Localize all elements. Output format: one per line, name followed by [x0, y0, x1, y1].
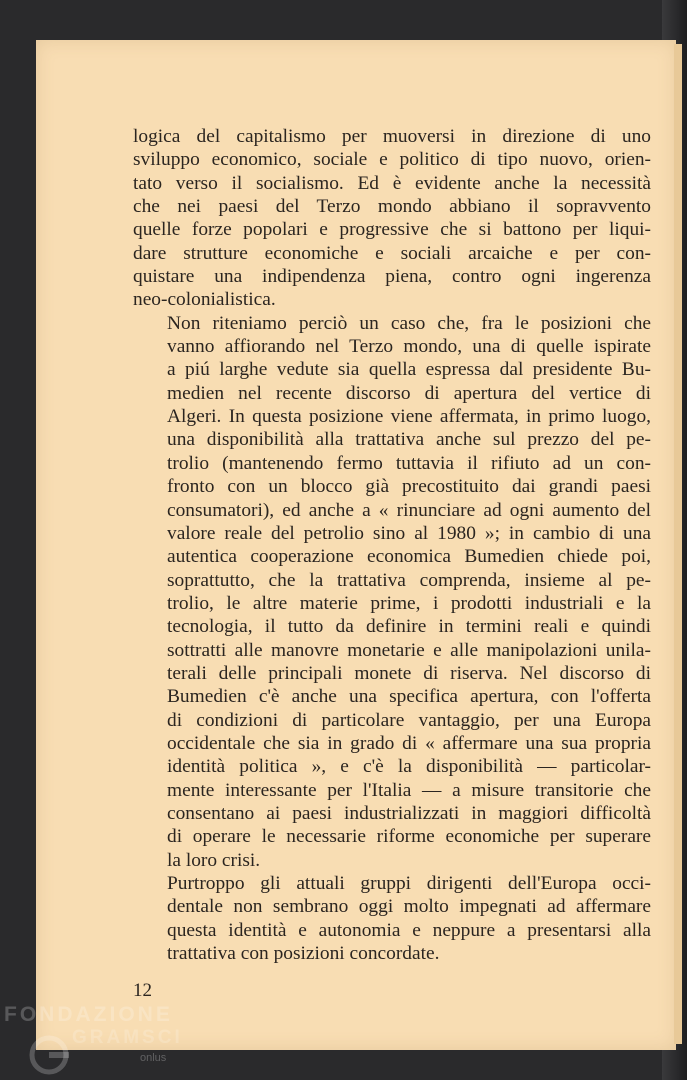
text-line: dare strutture economiche e sociali arcaiche e per con-: [133, 242, 651, 264]
text-line: consumatori), ed anche a « rinunciare ad ogni aumento del: [167, 499, 651, 521]
text-line: medien nel recente discorso di apertura del vertice di: [167, 382, 651, 404]
body-text: [133, 125, 651, 965]
watermark-onlus: onlus: [140, 1052, 167, 1064]
text-line: Algeri. In questa posizione viene affermata, in primo luogo,: [167, 406, 651, 428]
text-line: Purtroppo gli attuali gruppi dirigenti dell'Europa occi-: [167, 873, 651, 894]
fondazione-logo-icon: [26, 1032, 72, 1078]
text-line: terali delle principali monete di riserva. Nel discorso di: [167, 662, 651, 684]
text-line: quelle forze popolari e progressive che si battono per liqui-: [133, 219, 651, 241]
text-line: tato verso il socialismo. Ed è evidente anche la necessità: [133, 172, 651, 194]
text-line: che nei paesi del Terzo mondo abbiano il sopravvento: [133, 196, 651, 218]
text-line: quistare una indipendenza piena, contro ogni ingerenza: [133, 266, 651, 288]
text-line: logica del capitalismo per muoversi in direzione di uno: [133, 126, 651, 147]
text-line: neo-colonialistica.: [133, 289, 276, 311]
text-line: sviluppo economico, sociale e politico di tipo nuovo, orien-: [133, 149, 651, 171]
text-line: mente interessante per l'Italia — a misure transitorie che: [167, 779, 651, 801]
text-line: la loro crisi.: [167, 849, 261, 871]
text-line: fronto con un blocco già precostituito dai grandi paesi: [167, 476, 651, 498]
paragraph: [133, 872, 651, 965]
text-line: occidentale che sia in grado di « affermare una sua propria: [167, 732, 651, 754]
text-line: di condizioni di particolare vantaggio, per una Europa: [167, 709, 651, 731]
text-line: valore reale del petrolio sino al 1980 »; in cambio di una: [167, 522, 651, 544]
text-line: trattativa con posizioni concordate.: [167, 943, 440, 965]
text-line: autentica cooperazione economica Bumedien chiede poi,: [167, 546, 651, 568]
text-line: trolio (mantenendo fermo tuttavia il rifiuto ad un con-: [167, 452, 651, 474]
paragraph: [133, 125, 651, 312]
text-line: dentale non sembrano oggi molto impegnati ad affermare: [167, 896, 651, 918]
page-number: 12: [133, 980, 152, 1001]
text-line: di operare le necessarie riforme economiche per superare: [167, 826, 651, 848]
text-line: consentano ai paesi industrializzati in maggiori difficoltà: [167, 802, 651, 824]
watermark-gramsci: GRAMSCI: [72, 1027, 183, 1048]
text-line: vanno affiorando nel Terzo mondo, una di quelle ispirate: [167, 336, 651, 358]
text-line: una disponibilità alla trattativa anche sul prezzo del pe-: [167, 429, 651, 451]
page-edge-strip: [674, 44, 682, 1044]
watermark-fondazione: FONDAZIONE: [4, 1003, 173, 1026]
text-line: soprattutto, che la trattativa comprenda, insieme al pe-: [167, 569, 651, 591]
text-line: tecnologia, il tutto da definire in termini reali e quindi: [167, 616, 651, 638]
text-line: a piú larghe vedute sia quella espressa dal presidente Bu-: [167, 359, 651, 381]
paragraph: [133, 312, 651, 872]
text-line: questa identità e autonomia e neppure a presentarsi alla: [167, 919, 651, 941]
text-line: identità politica », e c'è la disponibilità — particolar-: [167, 756, 651, 778]
text-line: sottratti alle manovre monetarie e alle manipolazioni unila-: [167, 639, 651, 661]
text-line: Bumedien c'è anche una specifica apertura, con l'offerta: [167, 686, 651, 708]
text-line: trolio, le altre materie prime, i prodotti industriali e la: [167, 592, 651, 614]
text-line: Non riteniamo perciò un caso che, fra le posizioni che: [167, 312, 651, 334]
